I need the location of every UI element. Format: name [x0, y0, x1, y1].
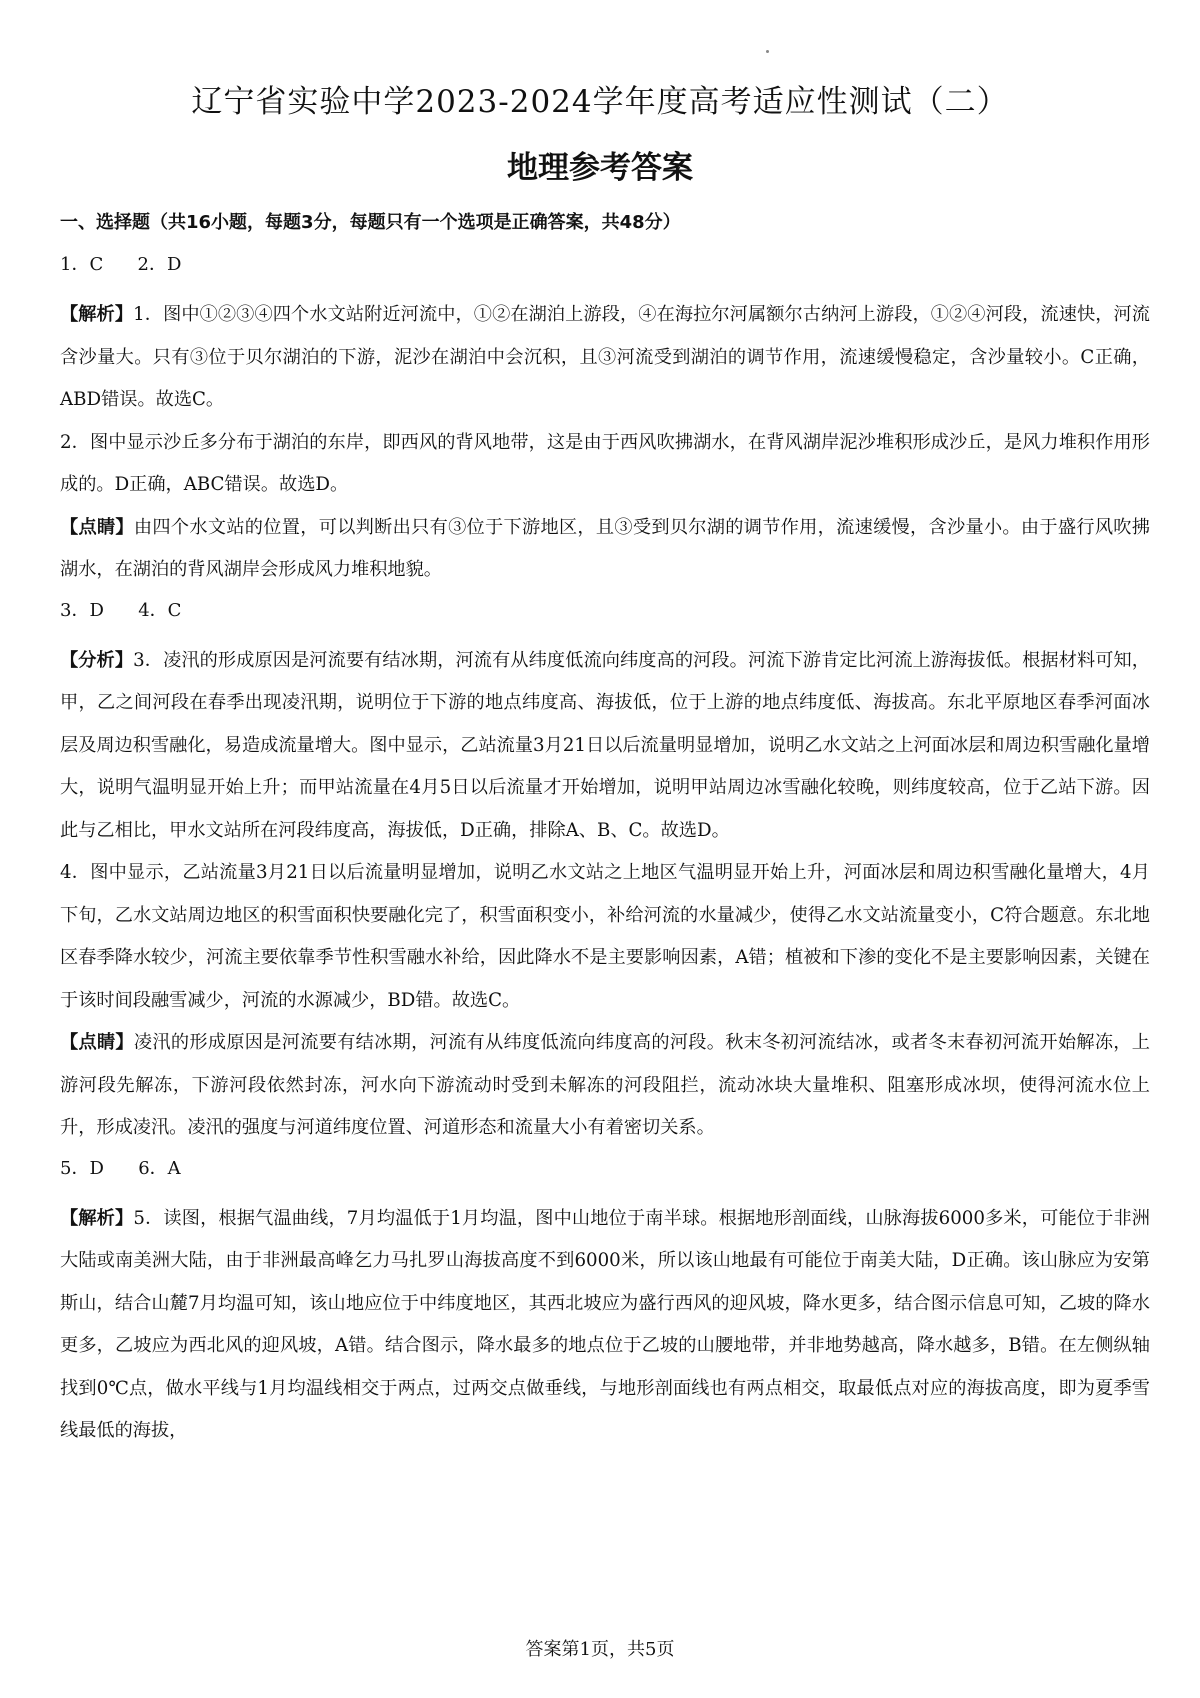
page-footer: 答案第1页，共5页 — [525, 1639, 675, 1660]
document-title: 辽宁省实验中学2023-2024学年度高考适应性测试（二） — [191, 84, 1009, 120]
analysis-tag: 【解析】 — [60, 304, 134, 325]
analysis-paragraph: 2．图中显示沙丘多分布于湖泊的东岸，即西风的背风地带，这是由于西风吹拂湖水，在背风湖岸泥沙堆积形成沙丘，是风力堆积作用形成的。D正确，ABC错误。故选D。 — [60, 431, 1150, 495]
analysis-q1-q2 — [60, 294, 1150, 592]
analysis-q3-q4 — [60, 640, 1150, 1150]
section-heading-choice: 一、选择题（共16小题，每题3分，每题只有一个选项是正确答案，共48分） — [60, 212, 681, 233]
document-subtitle: 地理参考答案 — [507, 150, 693, 186]
note-text: 凌汛的形成原因是河流要有结冰期，河流有从纬度低流向纬度高的河段。秋末冬初河流结冰，或者冬末春初河流开始解冻，上游河段先解冻，下游河段依然封冻，河水向下游流动时受到未解冻的河段阻拦，流动冰块大量堆积、阻塞形成冰坝，使得河流水位上升，形成凌汛。凌汛的强度与河道纬度位置、河道形态和流量大小有着密切关系。 — [60, 1032, 1150, 1138]
answers-q1-q2: 1．C 2．D — [60, 254, 182, 275]
analysis-text: 3．凌汛的形成原因是河流要有结冰期，河流有从纬度低流向纬度高的河段。河流下游肯定比河流上游海拔低。根据材料可知，甲，乙之间河段在春季出现凌汛期，说明位于下游的地点纬度高、海拔低，位于上游的地点纬度低、海拔高。东北平原地区春季河面冰层及周边积雪融化，易造成流量增大。图中显示，乙站流量3月21日以后流量明显增加，说明乙水文站之上河面冰层和周边积雪融化量增大，说明气温明显开始上升；而甲站流量在4月5日以后流量才开始增加，说明甲站周边冰雪融化较晚，则纬度较高，位于乙站下游。因此与乙相比，甲水文站所在河段纬度高，海拔低，D正确，排除A、B、C。故选D。 — [60, 649, 1150, 841]
answers-q3-q4: 3．D 4．C — [60, 599, 182, 621]
analysis-text: 1．图中①②③④四个水文站附近河流中，①②在湖泊上游段，④在海拉尔河属额尔古纳河上游段，①②④河段，流速快，河流含沙量大。只有③位于贝尔湖泊的下游，泥沙在湖泊中会沉积，且③河流受到湖泊的调节作用，流速缓慢稳定，含沙量较小。C正确，ABD错误。故选C。 — [60, 304, 1150, 410]
analysis-paragraph — [60, 1198, 1150, 1453]
note-paragraph — [60, 507, 1150, 592]
note-text: 由四个水文站的位置，可以判断出只有③位于下游地区，且③受到贝尔湖的调节作用，流速缓慢，含沙量小。由于盛行风吹拂湖水，在湖泊的背风湖岸会形成风力堆积地貌。 — [60, 516, 1150, 580]
note-tag: 【点睛】 — [60, 516, 134, 538]
analysis-tag: 【分析】 — [60, 649, 134, 671]
analysis-tag: 【解析】 — [60, 1207, 134, 1229]
analysis-text: 5．读图，根据气温曲线，7月均温低于1月均温，图中山地位于南半球。根据地形剖面线，山脉海拔6000多米，可能位于非洲大陆或南美洲大陆，由于非洲最高峰乞力马扎罗山海拔高度不到6000米，所以该山地最有可能位于南美大陆，D正确。该山脉应为安第斯山，结合山麓7月均温可知，该山地应位于中纬度地区，其西北坡应为盛行西风的迎风坡，降水更多，结合图示信息可知，乙坡的降水更多，乙坡应为西北风的迎风坡，A错。结合图示，降水最多的地点位于乙坡的山腰地带，并非地势越高，降水越多，B错。在左侧纵轴找到0℃点，做水平线与1月均温线相交于两点，过两交点做垂线，与地形剖面线也有两点相交，取最低点对应的海拔高度，即为夏季雪线最低的海拔， — [60, 1207, 1150, 1441]
answer-body — [60, 210, 1150, 1459]
analysis-paragraph — [60, 294, 1150, 422]
analysis-q5-q6 — [60, 1198, 1150, 1453]
analysis-paragraph: 4．图中显示，乙站流量3月21日以后流量明显增加，说明乙水文站之上地区气温明显开始上升，河面冰层和周边积雪融化量增大，4月下旬，乙水文站周边地区的积雪面积快要融化完了，积雪面积变小，补给河流的水量减少，使得乙水文站流量变小，C符合题意。东北地区春季降水较少，河流主要依靠季节性积雪融水补给，因此降水不是主要影响因素，A错；植被和下渗的变化不是主要影响因素，关键在于该时间段融雪减少，河流的水源减少，BD错。故选C。 — [60, 862, 1150, 1011]
answers-q5-q6: 5．D 6．A — [60, 1157, 181, 1179]
note-paragraph — [60, 1022, 1150, 1150]
analysis-paragraph — [60, 640, 1150, 853]
note-tag: 【点睛】 — [60, 1032, 134, 1053]
scan-dot-mark — [766, 50, 769, 53]
